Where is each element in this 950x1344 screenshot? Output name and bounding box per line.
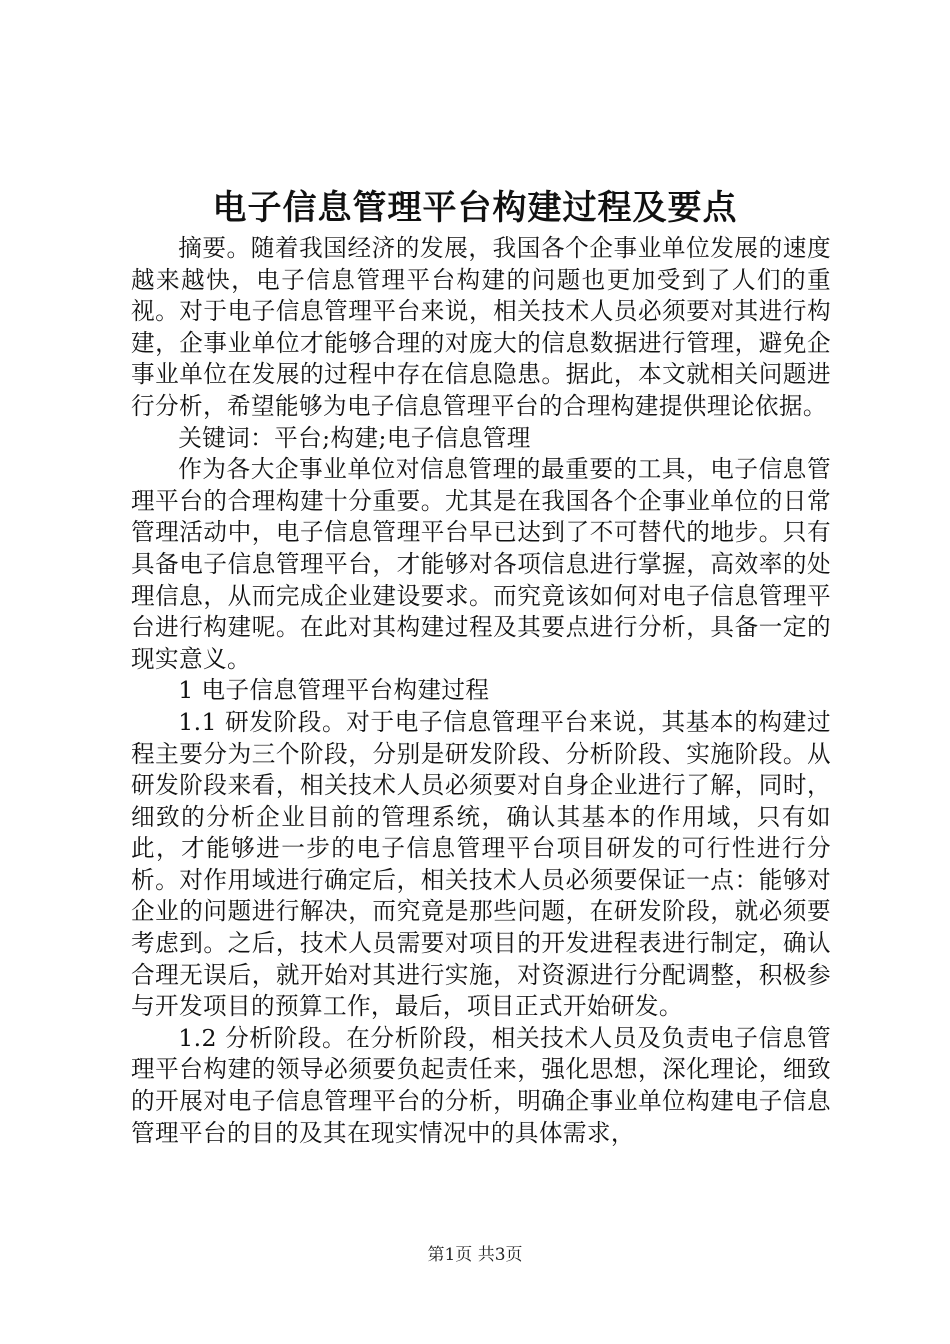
section-heading: 1 电子信息管理平台构建过程 — [178, 676, 490, 705]
document-body — [131, 233, 831, 1149]
document-title: 电子信息管理平台构建过程及要点 — [212, 188, 738, 228]
page-footer: 第1页 共3页 — [427, 1245, 523, 1265]
abstract-paragraph: 摘要。随着我国经济的发展，我国各个企事业单位发展的速度越来越快，电子信息管理平台构建的问题也更加受到了人们的重视。对于电子信息管理平台来说，相关技术人员必须要对其进行构建，企事业单位才能够合理的对庞大的信息数据进行管理，避免企事业单位在发展的过程中存在信息隐患。据此，本文就相关问题进行分析，希望能够为电子信息管理平台的合理构建提供理论依据。 — [131, 234, 831, 420]
intro-paragraph: 作为各大企事业单位对信息管理的最重要的工具，电子信息管理平台的合理构建十分重要。尤其是在我国各个企事业单位的日常管理活动中，电子信息管理平台早已达到了不可替代的地步。只有具备电子信息管理平台，才能够对各项信息进行掌握，高效率的处理信息，从而完成企业建设要求。而究竟该如何对电子信息管理平台进行构建呢。在此对其构建过程及其要点进行分析，具备一定的现实意义。 — [131, 455, 831, 673]
subsection-paragraph-1-1: 1.1 研发阶段。对于电子信息管理平台来说，其基本的构建过程主要分为三个阶段，分别是研发阶段、分析阶段、实施阶段。从研发阶段来看，相关技术人员必须要对自身企业进行了解，同时，细致的分析企业目前的管理系统，确认其基本的作用域，只有如此，才能够进一步的电子信息管理平台项目研发的可行性进行分析。对作用域进行确定后，相关技术人员必须要保证一点：能够对企业的问题进行解决，而究竟是那些问题，在研发阶段，就必须要考虑到。之后，技术人员需要对项目的开发进程表进行制定，确认合理无误后，就开始对其进行实施，对资源进行分配调整，积极参与开发项目的预算工作，最后，项目正式开始研发。 — [131, 707, 831, 1021]
keywords-paragraph: 关键词：平台;构建;电子信息管理 — [178, 423, 531, 452]
subsection-paragraph-1-2: 1.2 分析阶段。在分析阶段，相关技术人员及负责电子信息管理平台构建的领导必须要负起责任来，强化思想，深化理论，细致的开展对电子信息管理平台的分析，明确企事业单位构建电子信息管理平台的目的及其在现实情况中的具体需求， — [131, 1023, 831, 1147]
